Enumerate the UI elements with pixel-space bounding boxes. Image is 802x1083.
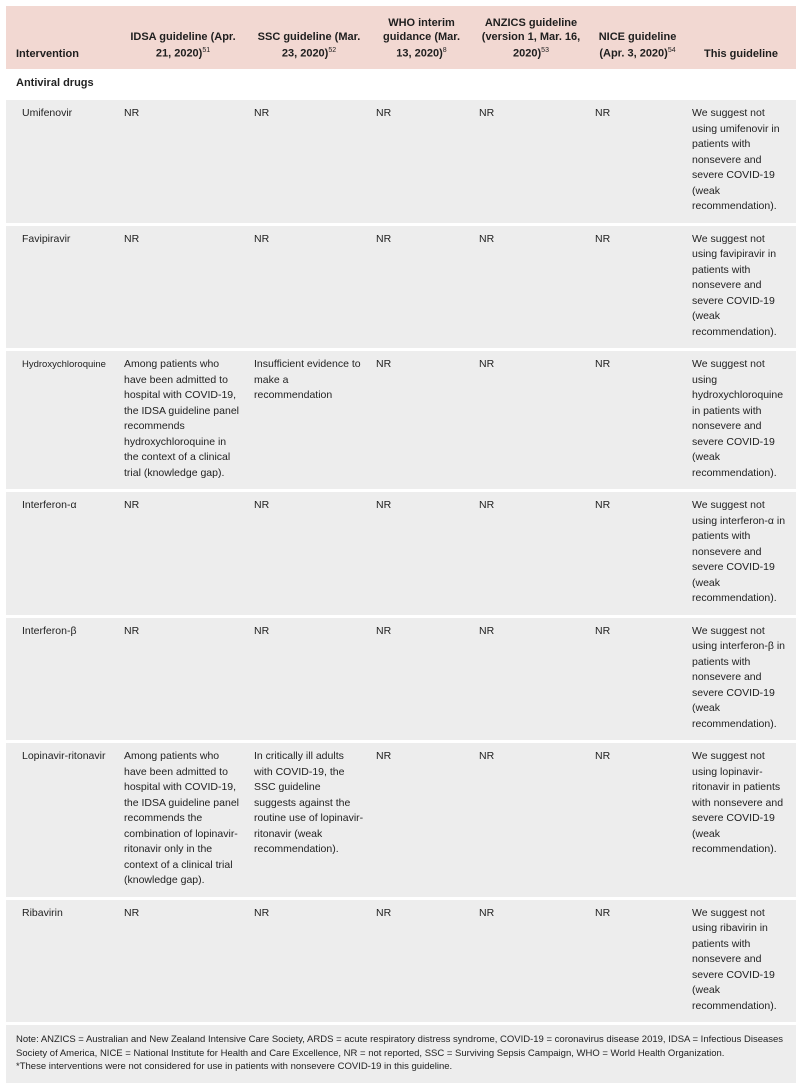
idsa-cell: NR	[118, 491, 248, 617]
header-who: WHO interim guidance (Mar. 13, 2020)$^8$	[382, 17, 461, 60]
nice-cell: NR	[589, 742, 686, 899]
intervention-name: Favipiravir	[6, 224, 118, 350]
who-cell: NR	[370, 898, 473, 1022]
this-guideline-cell: We suggest not using favipiravir in patients with nonsevere and severe COVID-19 (weak recommendation).	[686, 224, 796, 350]
abbreviations-note: Note: ANZICS = Australian and New Zealand Intensive Care Society, ARDS = acute respiratory distress syndrome, COVID-19 = coronavirus disease 2019, IDSA = Infectious Diseases Society of America, NICE = National Institute for Health and Care Excellence, NR = not reported, SSC = Surviving Sepsis Campaign, WHO = World Health Organization.	[16, 1034, 784, 1059]
nice-cell: NR	[589, 224, 686, 350]
ssc-cell: NR	[248, 491, 370, 617]
table-row	[6, 898, 796, 1022]
anzics-cell: NR	[473, 742, 589, 899]
table-row	[6, 99, 796, 225]
nice-cell: NR	[589, 898, 686, 1022]
ssc-cell: NR	[248, 224, 370, 350]
anzics-cell: NR	[473, 491, 589, 617]
guideline-comparison-table-container	[6, 6, 796, 1083]
ssc-cell: NR	[248, 616, 370, 742]
this-guideline-cell: We suggest not using interferon-β in patients with nonsevere and severe COVID-19 (weak recommendation).	[686, 616, 796, 742]
header-intervention: Intervention	[16, 47, 79, 60]
intervention-name: Hydroxychloroquine	[6, 350, 118, 491]
ssc-cell: NR	[248, 99, 370, 225]
idsa-cell: NR	[118, 99, 248, 225]
table-row	[6, 742, 796, 899]
intervention-name: Ribavirin	[6, 898, 118, 1022]
header-anzics: ANZICS guideline (version 1, Mar. 16, 2020)$^{53}$	[481, 17, 581, 60]
anzics-cell: NR	[473, 224, 589, 350]
idsa-cell: Among patients who have been admitted to hospital with COVID-19, the IDSA guideline panel recommends hydroxychloroquine in the context of a clinical trial (knowledge gap).	[118, 350, 248, 491]
intervention-name: Lopinavir-ritonavir	[6, 742, 118, 899]
header-nice: NICE guideline (Apr. 3, 2020)$^{54}$	[598, 31, 677, 60]
who-cell: NR	[370, 742, 473, 899]
intervention-name: Umifenovir	[6, 99, 118, 225]
intervention-name: Interferon-β	[6, 616, 118, 742]
table-footnote	[6, 1025, 796, 1083]
table-row	[6, 616, 796, 742]
header-this-guideline: This guideline	[704, 47, 778, 60]
nice-cell: NR	[589, 99, 686, 225]
header-idsa: IDSA guideline (Apr. 21, 2020)$^{51}$	[130, 31, 236, 60]
who-cell: NR	[370, 491, 473, 617]
this-guideline-cell: We suggest not using umifenovir in patients with nonsevere and severe COVID-19 (weak recommendation).	[686, 99, 796, 225]
guideline-comparison-table	[6, 6, 796, 1022]
this-guideline-cell: We suggest not using ribavirin in patients with nonsevere and severe COVID-19 (weak recommendation).	[686, 898, 796, 1022]
who-cell: NR	[370, 350, 473, 491]
nice-cell: NR	[589, 616, 686, 742]
table-row	[6, 224, 796, 350]
idsa-cell: NR	[118, 898, 248, 1022]
idsa-cell: NR	[118, 224, 248, 350]
section-title: Antiviral drugs	[6, 69, 796, 99]
anzics-cell: NR	[473, 616, 589, 742]
section-row	[6, 69, 796, 99]
who-cell: NR	[370, 99, 473, 225]
table-header-row	[6, 6, 796, 69]
idsa-cell: Among patients who have been admitted to hospital with COVID-19, the IDSA guideline panel recommends the combination of lopinavir-ritonavir only in the context of a clinical trial (knowledge gap).	[118, 742, 248, 899]
ssc-cell: Insufficient evidence to make a recommendation	[248, 350, 370, 491]
anzics-cell: NR	[473, 350, 589, 491]
table-row	[6, 491, 796, 617]
intervention-name: Interferon-α	[6, 491, 118, 617]
asterisk-note: *These interventions were not considered for use in patients with nonsevere COVID-19 in this guideline.	[16, 1061, 453, 1073]
who-cell: NR	[370, 616, 473, 742]
this-guideline-cell: We suggest not using hydroxychloroquine in patients with nonsevere and severe COVID-19 (weak recommendation).	[686, 350, 796, 491]
who-cell: NR	[370, 224, 473, 350]
nice-cell: NR	[589, 491, 686, 617]
idsa-cell: NR	[118, 616, 248, 742]
header-ssc: SSC guideline (Mar. 23, 2020)$^{52}$	[257, 31, 361, 60]
this-guideline-cell: We suggest not using lopinavir-ritonavir in patients with nonsevere and severe COVID-19 (weak recommendation).	[686, 742, 796, 899]
ssc-cell: In critically ill adults with COVID-19, the SSC guideline suggests against the routine use of lopinavir-ritonavir (weak recommendation).	[248, 742, 370, 899]
anzics-cell: NR	[473, 898, 589, 1022]
anzics-cell: NR	[473, 99, 589, 225]
table-row	[6, 350, 796, 491]
this-guideline-cell: We suggest not using interferon-α in patients with nonsevere and severe COVID-19 (weak recommendation).	[686, 491, 796, 617]
nice-cell: NR	[589, 350, 686, 491]
ssc-cell: NR	[248, 898, 370, 1022]
